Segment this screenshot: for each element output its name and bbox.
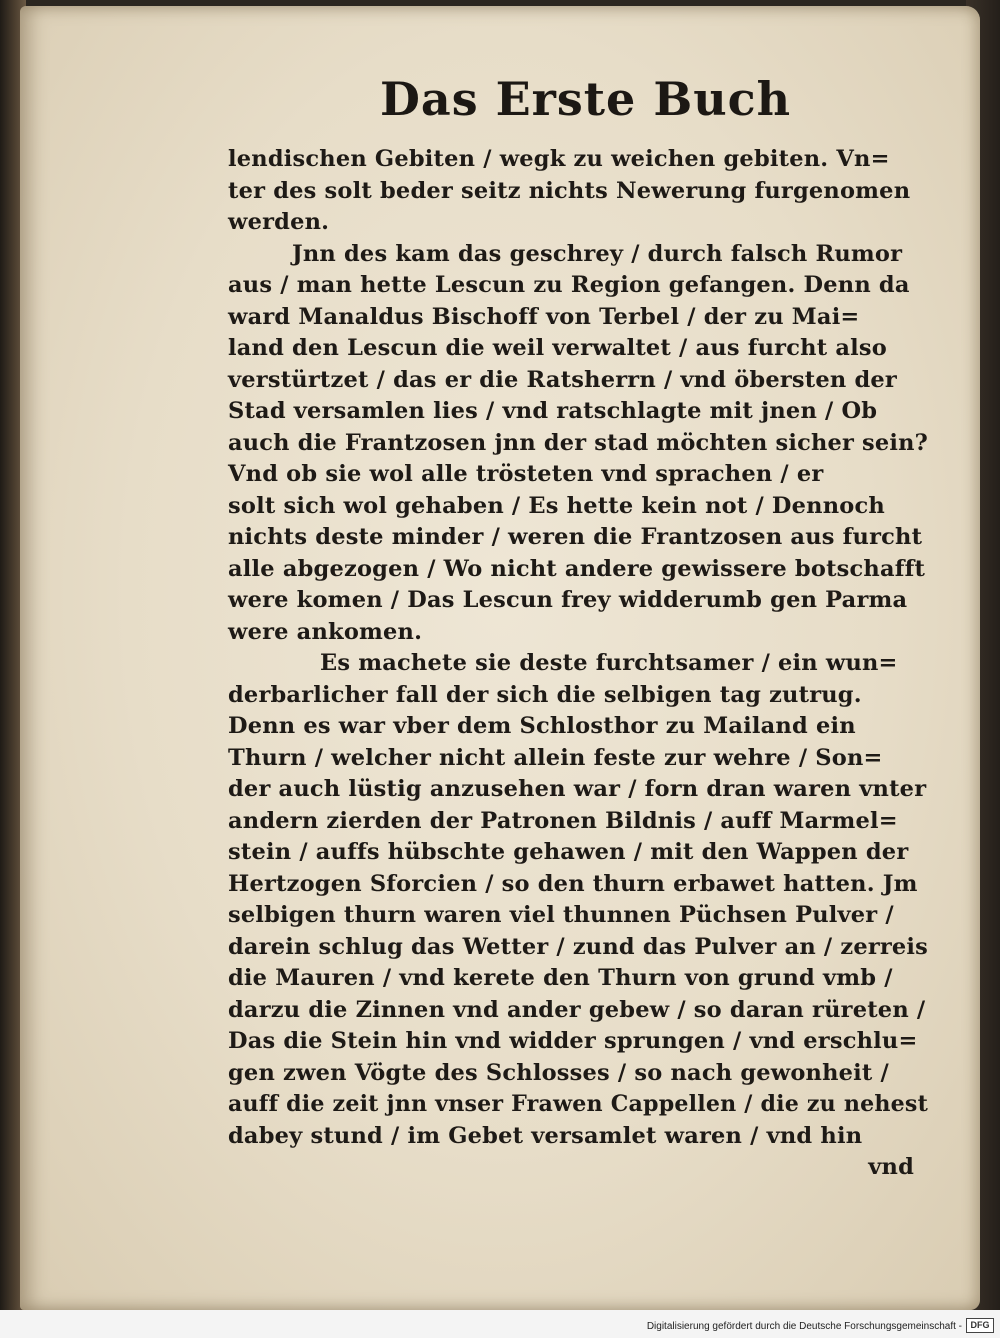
page-body-text (228, 144, 928, 1184)
text-line: selbigen thurn waren viel thunnen Püchsen Pulver / (228, 902, 894, 928)
text-line: alle abgezogen / Wo nicht andere gewissere botschafft (228, 555, 926, 582)
text-line: dabey stund / im Gebet versamlet waren / vnd hin (228, 1122, 863, 1149)
text-line: auff die zeit jnn vnser Frawen Cappellen / die zu nehest (228, 1091, 928, 1117)
text-line: Es machete sie deste furchtsamer / ein wun= (320, 650, 898, 676)
running-head-title: Das Erste Buch (380, 72, 792, 126)
text-line: Stad versamlen lies / vnd ratschlagte mit jnen / Ob (228, 398, 878, 424)
text-line: Jnn des kam das geschrey / durch falsch Rumor (292, 240, 903, 267)
text-line: lendischen Gebiten / wegk zu weichen gebiten. Vn= (228, 146, 890, 172)
text-line: land den Lescun die weil verwaltet / aus furcht also (228, 335, 887, 361)
text-line: aus / man hette Lescun zu Region gefangen. Denn da (228, 272, 910, 298)
text-line: stein / auffs hübschte gehawen / mit den Wappen der (228, 839, 909, 865)
text-line: were ankomen. (228, 618, 423, 645)
text-line: solt sich wol gehaben / Es hette kein not / Dennoch (228, 492, 885, 519)
text-line: ter des solt beder seitz nichts Newerung furgenomen (228, 177, 911, 204)
text-line: Thurn / welcher nicht allein feste zur wehre / Son= (228, 744, 883, 771)
text-line: andern zierden der Patronen Bildnis / auff Marmel= (228, 807, 898, 834)
text-line: derbarlicher fall der sich die selbigen tag zutrug. (228, 681, 862, 708)
text-line: werden. (228, 209, 330, 235)
text-line: Vnd ob sie wol alle trösteten vnd sprachen / er (228, 461, 824, 487)
text-line: der auch lüstig anzusehen war / forn dran waren vnter (228, 776, 927, 802)
funding-credit: Digitalisierung gefördert durch die Deutsche Forschungsgemeinschaft - (646, 1321, 962, 1332)
text-line: Hertzogen Sforcien / so den thurn erbawet hatten. Jm (228, 870, 918, 897)
text-line: auch die Frantzosen jnn der stad möchten sicher sein? (228, 429, 928, 456)
text-line: nichts deste minder / weren die Frantzosen aus furcht (228, 524, 923, 550)
text-line: darein schlug das Wetter / zund das Pulver an / zerreis (228, 933, 928, 960)
text-line: darzu die Zinnen vnd ander gebew / so daran rüreten / (228, 996, 926, 1023)
text-line: Das die Stein hin vnd widder sprungen / vnd erschlu= (228, 1028, 918, 1054)
text-line: die Mauren / vnd kerete den Thurn von grund vmb / (228, 965, 893, 991)
text-line: ward Manaldus Bischoff von Terbel / der zu Mai= (228, 303, 860, 330)
text-line: verstürtzet / das er die Ratsherrn / vnd öbersten der (228, 366, 897, 393)
text-line: were komen / Das Lescun frey widderumb gen Parma (228, 587, 908, 613)
footer-bar (0, 1310, 1000, 1338)
text-line: gen zwen Vögte des Schlosses / so nach gewonheit / (228, 1059, 889, 1086)
catchword: vnd (868, 1154, 914, 1180)
dfg-logo: DFG (966, 1318, 994, 1333)
text-line: Denn es war vber dem Schlosthor zu Mailand ein (228, 713, 856, 739)
